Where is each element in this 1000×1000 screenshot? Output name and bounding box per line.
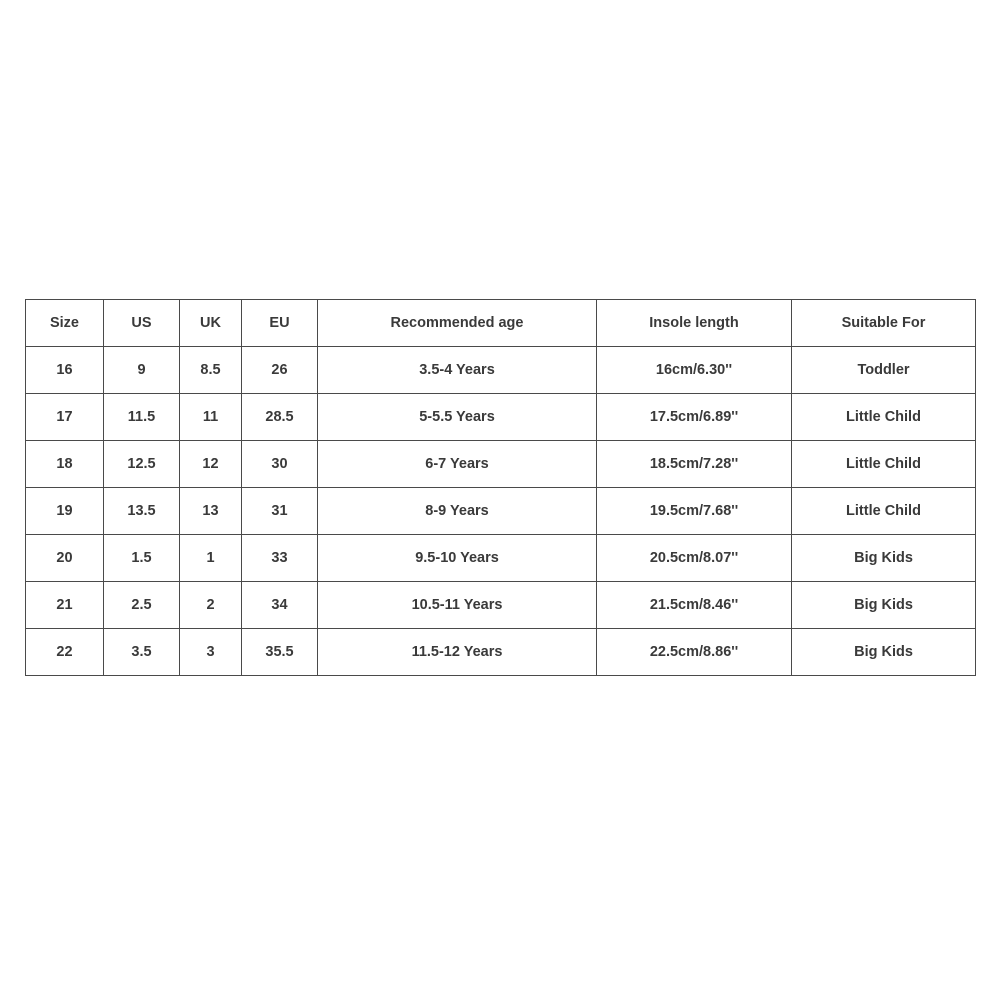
cell-uk: 3 [180, 629, 242, 676]
cell-size: 19 [26, 488, 104, 535]
cell-eu: 26 [242, 347, 318, 394]
cell-us: 1.5 [104, 535, 180, 582]
cell-eu: 28.5 [242, 394, 318, 441]
cell-suitable-for: Little Child [792, 441, 976, 488]
cell-insole-length: 22.5cm/8.86'' [597, 629, 792, 676]
cell-us: 2.5 [104, 582, 180, 629]
cell-size: 20 [26, 535, 104, 582]
cell-size: 16 [26, 347, 104, 394]
header-us: US [104, 300, 180, 347]
cell-us: 12.5 [104, 441, 180, 488]
cell-suitable-for: Big Kids [792, 582, 976, 629]
cell-size: 18 [26, 441, 104, 488]
size-chart-table [25, 299, 976, 676]
cell-uk: 1 [180, 535, 242, 582]
cell-size: 21 [26, 582, 104, 629]
cell-us: 11.5 [104, 394, 180, 441]
cell-recommended-age: 8-9 Years [318, 488, 597, 535]
cell-recommended-age: 3.5-4 Years [318, 347, 597, 394]
cell-uk: 13 [180, 488, 242, 535]
header-insole-length: Insole length [597, 300, 792, 347]
cell-recommended-age: 11.5-12 Years [318, 629, 597, 676]
cell-suitable-for: Little Child [792, 394, 976, 441]
cell-recommended-age: 5-5.5 Years [318, 394, 597, 441]
table-row [26, 629, 976, 676]
cell-insole-length: 20.5cm/8.07'' [597, 535, 792, 582]
cell-size: 17 [26, 394, 104, 441]
cell-suitable-for: Little Child [792, 488, 976, 535]
cell-insole-length: 16cm/6.30'' [597, 347, 792, 394]
table-header-row [26, 300, 976, 347]
cell-recommended-age: 6-7 Years [318, 441, 597, 488]
cell-eu: 34 [242, 582, 318, 629]
table-row [26, 582, 976, 629]
table-row [26, 488, 976, 535]
table-row [26, 441, 976, 488]
header-uk: UK [180, 300, 242, 347]
cell-insole-length: 21.5cm/8.46'' [597, 582, 792, 629]
cell-uk: 12 [180, 441, 242, 488]
cell-uk: 2 [180, 582, 242, 629]
cell-suitable-for: Big Kids [792, 629, 976, 676]
cell-us: 9 [104, 347, 180, 394]
cell-us: 13.5 [104, 488, 180, 535]
cell-eu: 33 [242, 535, 318, 582]
cell-eu: 30 [242, 441, 318, 488]
cell-suitable-for: Big Kids [792, 535, 976, 582]
table-row [26, 347, 976, 394]
cell-insole-length: 17.5cm/6.89'' [597, 394, 792, 441]
cell-recommended-age: 9.5-10 Years [318, 535, 597, 582]
header-size: Size [26, 300, 104, 347]
cell-insole-length: 18.5cm/7.28'' [597, 441, 792, 488]
cell-insole-length: 19.5cm/7.68'' [597, 488, 792, 535]
header-recommended-age: Recommended age [318, 300, 597, 347]
cell-uk: 8.5 [180, 347, 242, 394]
table-row [26, 535, 976, 582]
cell-uk: 11 [180, 394, 242, 441]
table-row [26, 394, 976, 441]
cell-suitable-for: Toddler [792, 347, 976, 394]
cell-size: 22 [26, 629, 104, 676]
cell-us: 3.5 [104, 629, 180, 676]
header-eu: EU [242, 300, 318, 347]
cell-eu: 35.5 [242, 629, 318, 676]
cell-recommended-age: 10.5-11 Years [318, 582, 597, 629]
cell-eu: 31 [242, 488, 318, 535]
header-suitable-for: Suitable For [792, 300, 976, 347]
